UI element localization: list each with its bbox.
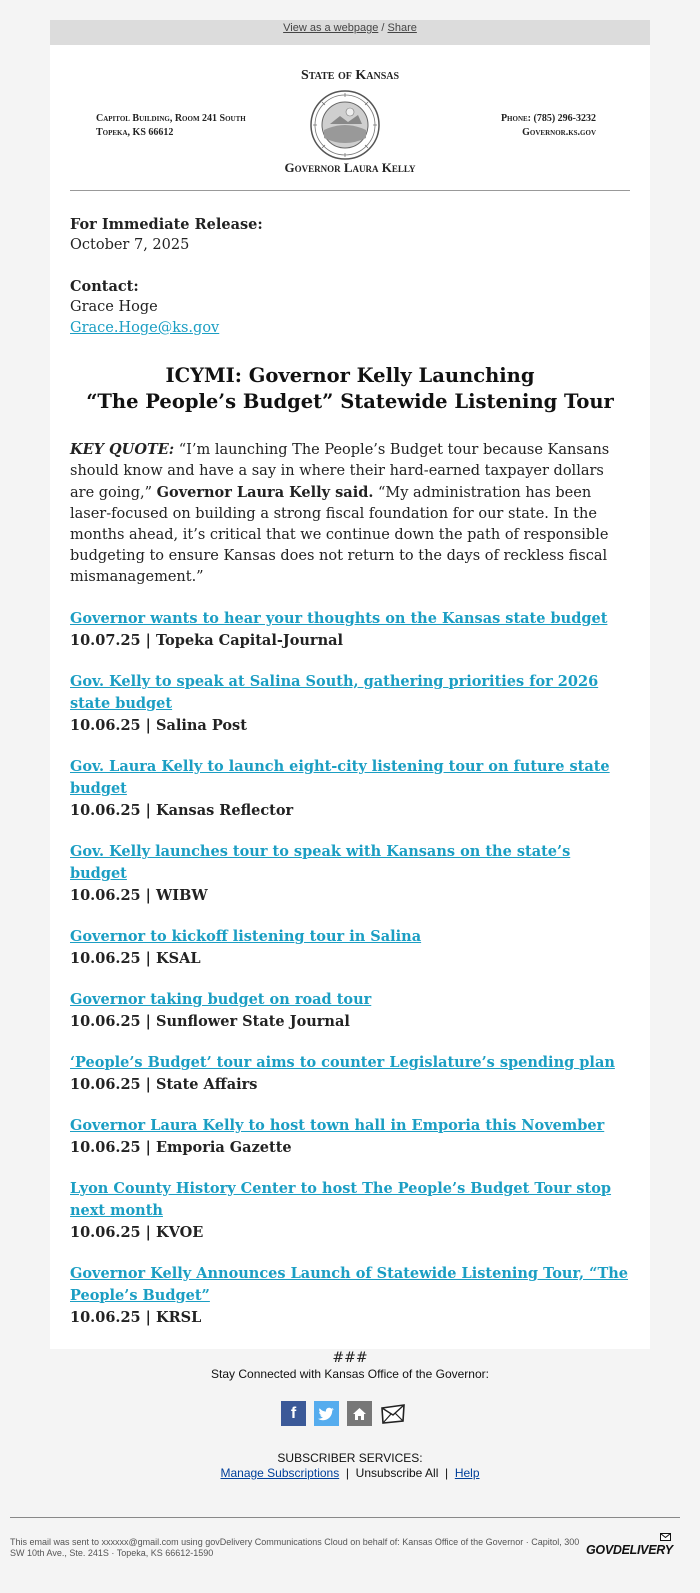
article-link[interactable]: Lyon County History Center to host The People’s Budget Tour stop next month — [70, 1180, 612, 1219]
article-meta: 10.06.25 | KSAL — [70, 950, 201, 967]
footer-divider — [10, 1517, 680, 1518]
key-quote-part1: “I’m launching The People’s Budget tour because Kansans should know and have a say in where their hard-earned taxpayer dollars are going,” — [70, 442, 610, 501]
subscriber-links — [0, 1466, 700, 1480]
article-list — [70, 608, 630, 1328]
govdelivery-envelope-icon — [660, 1533, 671, 1541]
article-item — [70, 756, 630, 821]
article-item — [70, 671, 630, 736]
press-release-body — [70, 214, 630, 1369]
key-quote-speaker: Governor Laura Kelly said. — [156, 484, 374, 501]
key-quote-label: KEY QUOTE: — [70, 441, 175, 458]
address-line1: Capitol Building, Room 241 South — [96, 113, 246, 124]
letterhead-state: State of Kansas — [300, 68, 400, 83]
article-meta: 10.06.25 | KRSL — [70, 1309, 202, 1326]
article-meta: 10.07.25 | Topeka Capital-Journal — [70, 632, 344, 649]
article-link[interactable]: Governor to kickoff listening tour in Salina — [70, 928, 422, 945]
facebook-icon[interactable]: f — [281, 1401, 306, 1426]
article-meta: 10.06.25 | Sunflower State Journal — [70, 1013, 350, 1030]
headline — [70, 363, 630, 415]
article-link[interactable]: Gov. Kelly to speak at Salina South, gathering priorities for 2026 state budget — [70, 673, 599, 712]
home-icon[interactable] — [347, 1401, 372, 1426]
stay-connected-text: Stay Connected with Kansas Office of the Governor: — [211, 1367, 489, 1381]
release-date: October 7, 2025 — [70, 237, 190, 253]
contact-name: Grace Hoge — [70, 299, 158, 315]
article-item — [70, 608, 630, 651]
key-quote-part2: “My administration has been laser-focused on building a strong fiscal foundation for our state. In the months ahead, it’s critical that we continue down the path of responsible budgeting to ensure Kansas does not return to the days of reckless fiscal mismanagement.” — [70, 485, 609, 585]
govdelivery-logo — [586, 1543, 673, 1557]
article-item — [70, 841, 630, 906]
article-item — [70, 1115, 630, 1158]
subscriber-services-title: SUBSCRIBER SERVICES: — [277, 1451, 423, 1465]
end-mark: ### — [332, 1350, 368, 1366]
letterhead-governor: Governor Laura Kelly — [284, 160, 416, 175]
article-link[interactable]: Gov. Laura Kelly to launch eight-city listening tour on future state budget — [70, 758, 610, 797]
share-link[interactable]: Share — [387, 22, 417, 34]
link-separator: | — [438, 1466, 455, 1480]
article-item — [70, 1263, 630, 1328]
kansas-seal-icon — [310, 90, 380, 160]
article-link[interactable]: Governor taking budget on road tour — [70, 991, 372, 1008]
article-link[interactable]: ‘People’s Budget’ tour aims to counter Legislature’s spending plan — [70, 1054, 615, 1071]
letterhead-contact — [436, 112, 596, 140]
article-item — [70, 926, 630, 969]
address-line2: Topeka, KS 66612 — [96, 127, 174, 138]
article-link[interactable]: Governor Laura Kelly to host town hall in Emporia this November — [70, 1117, 605, 1134]
article-item — [70, 1178, 630, 1243]
unsubscribe-all-text[interactable]: Unsubscribe All — [355, 1466, 439, 1480]
article-meta: 10.06.25 | Salina Post — [70, 717, 247, 734]
key-quote — [70, 439, 630, 588]
article-meta: 10.06.25 | Emporia Gazette — [70, 1139, 292, 1156]
twitter-icon[interactable] — [314, 1401, 339, 1426]
article-link[interactable]: Gov. Kelly launches tour to speak with Kansans on the state’s budget — [70, 843, 571, 882]
email-card — [50, 20, 650, 1366]
link-separator: | — [339, 1466, 356, 1480]
govdelivery-brand-text: GOVDELIVERY — [586, 1543, 673, 1557]
article-meta: 10.06.25 | Kansas Reflector — [70, 802, 294, 819]
letterhead-website: Governor.ks.gov — [522, 127, 596, 138]
contact-email-link[interactable]: Grace.Hoge@ks.gov — [70, 320, 220, 336]
article-meta: 10.06.25 | WIBW — [70, 887, 208, 904]
headline-line2: “The People’s Budget” Statewide Listening Tour — [86, 390, 614, 413]
top-bar — [50, 20, 650, 45]
article-meta: 10.06.25 | KVOE — [70, 1224, 204, 1241]
manage-subscriptions-link[interactable]: Manage Subscriptions — [220, 1466, 340, 1480]
article-meta: 10.06.25 | State Affairs — [70, 1076, 258, 1093]
help-link[interactable]: Help — [454, 1466, 480, 1480]
headline-line1: ICYMI: Governor Kelly Launching — [165, 364, 535, 387]
letterhead-address — [96, 112, 246, 140]
release-label: For Immediate Release: — [70, 216, 263, 233]
topbar-separator: / — [378, 22, 388, 34]
letterhead-phone: Phone: (785) 296-3232 — [500, 113, 596, 124]
legal-text: This email was sent to xxxxxx@gmail.com using govDelivery Communications Cloud on behalf of: Kansas Office of the Governor · Capitol, 300 SW 10th Ave., Ste. 241S · Topeka, KS 66612-1590 — [10, 1537, 580, 1558]
contact-label: Contact: — [70, 278, 139, 295]
email-icon[interactable] — [379, 1401, 407, 1426]
social-icons — [281, 1401, 421, 1429]
article-link[interactable]: Governor Kelly Announces Launch of Statewide Listening Tour, “The People’s Budget” — [70, 1265, 629, 1304]
article-link[interactable]: Governor wants to hear your thoughts on the Kansas state budget — [70, 610, 608, 627]
view-as-webpage-link[interactable]: View as a webpage — [283, 22, 379, 34]
article-item — [70, 1052, 630, 1095]
article-item — [70, 989, 630, 1032]
letterhead-divider — [70, 190, 630, 191]
